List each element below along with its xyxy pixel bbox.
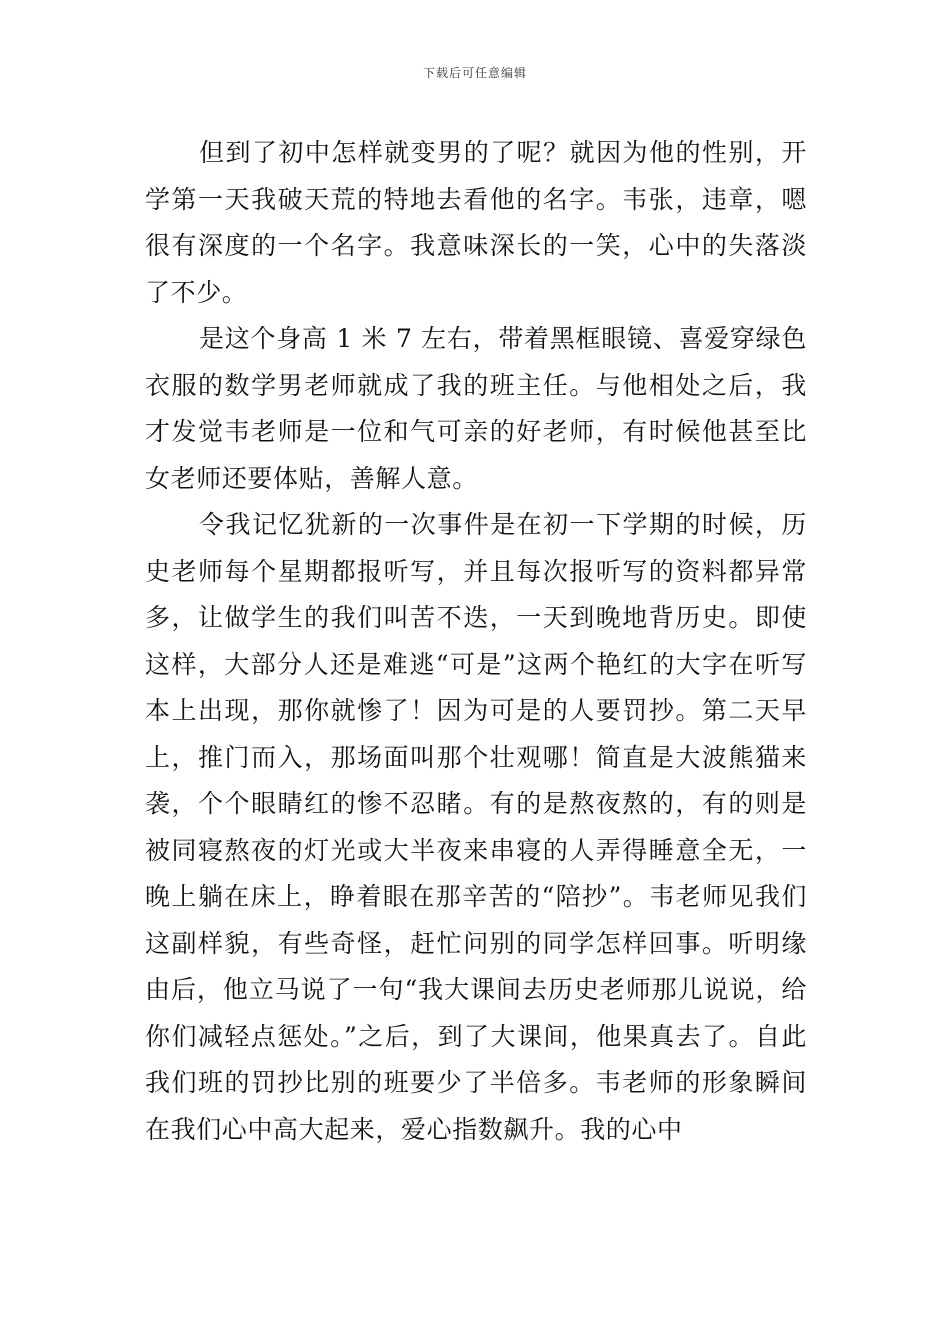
- paragraph-1: 但到了初中怎样就变男的了呢？就因为他的性别，开学第一天我破天荒的特地去看他的名字。韦张，违章，嗯很有深度的一个名字。我意味深长的一笑，心中的失落淡了不少。: [145, 138, 807, 307]
- paragraph-2: 是这个身高 1 米 7 左右，带着黑框眼镜、喜爱穿绿色衣服的数学男老师就成了我的班主任。与他相处之后，我才发觉韦老师是一位和气可亲的好老师，有时候他甚至比女老师还要体贴，善解人意。: [145, 324, 807, 493]
- paragraph-3: 令我记忆犹新的一次事件是在初一下学期的时候，历史老师每个星期都报听写，并且每次报听写的资料都异常多，让做学生的我们叫苦不迭，一天到晚地背历史。即使这样，大部分人还是难逃“可是”这两个艳红的大字在听写本上出现，那你就惨了！因为可是的人要罚抄。第二天早上，推门而入，那场面叫那个壮观哪！简直是大波熊猫来袭，个个眼睛红的惨不忍睹。有的是熬夜熬的，有的则是被同寝熬夜的灯光或大半夜来串寝的人弄得睡意全无，一晚上躺在床上，睁着眼在那辛苦的“陪抄”。韦老师见我们这副样貌，有些奇怪，赶忙问别的同学怎样回事。听明缘由后，他立马说了一句“我大课间去历史老师那儿说说，给你们减轻点惩处。”之后，到了大课间，他果真去了。自此我们班的罚抄比别的班要少了半倍多。韦老师的形象瞬间在我们心中高大起来，爱心指数飙升。我的心中: [145, 510, 807, 1144]
- page-header-note: 下载后可任意编辑: [422, 66, 527, 80]
- document-body: [145, 130, 807, 1153]
